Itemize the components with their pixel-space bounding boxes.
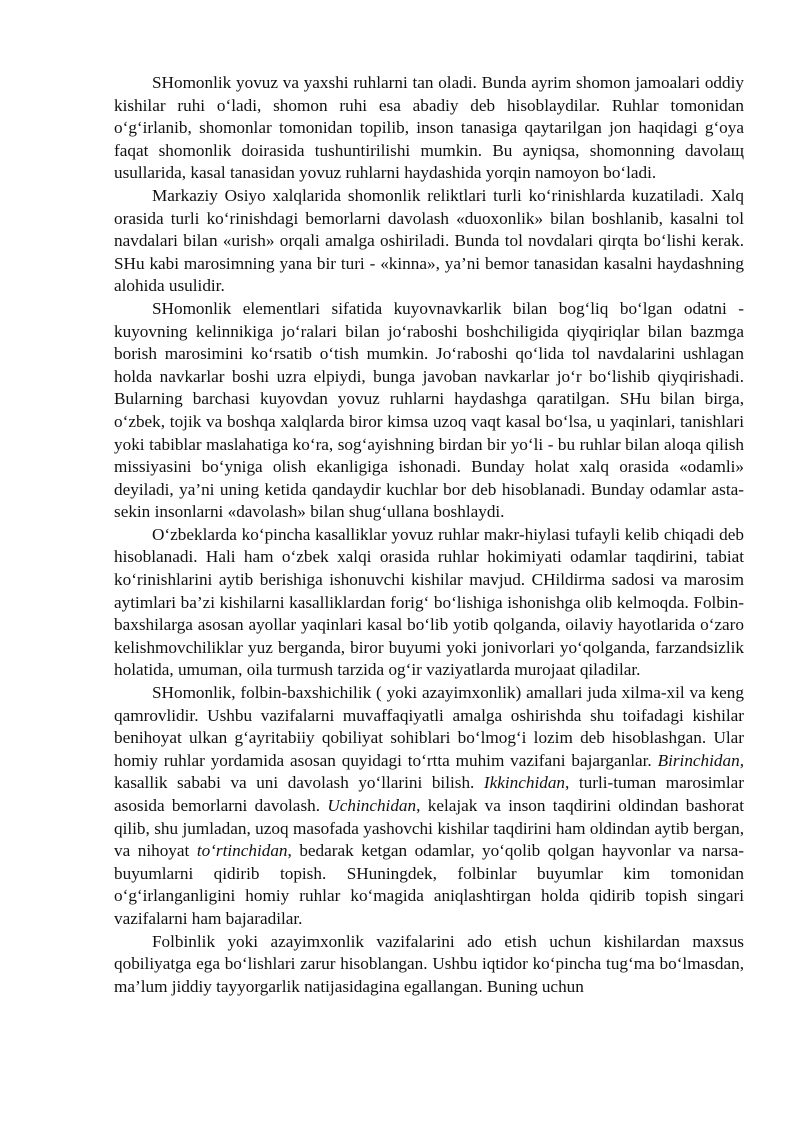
paragraph: [114, 72, 744, 185]
paragraph-text: SHomonlik yovuz va yaxshi ruhlarni tan oladi. Bunda ayrim shomon jamoalari oddiy kishilar ruhi o‘ladi, shomon ruhi esa abadiy deb hisoblaydilar. Ruhlar tomonidan o‘g‘irlanib, shomonlar tomonidan topilib, inson tanasiga qaytarilgan jon haqidagi g‘oya faqat shomonlik doirasida tushuntirilishi mumkin. Bu ayniqsa, shomonning davolaщ usullarida, kasal tanasidan yovuz ruhlarni haydashida yorqin namoyon bo‘ladi.: [114, 73, 744, 183]
italic-term-first: Birinchidan,: [657, 750, 744, 770]
paragraph-text: O‘zbeklarda ko‘pincha kasalliklar yovuz ruhlar makr-hiylasi tufayli kelib chiqadi deb hisoblanadi. Hali ham o‘zbek xalqi orasida ruhlar hokimiyati odamlar taqdirini, tabiat ko‘rinishlarini aytib berishiga ishonuvchi kishilar mavjud. CHildirma sadosi va marosim aytimlari ba’zi kishilarni kasalliklardan forig‘ bo‘lishiga ishonishga olib kelmoqda. Folbin-baxshilarga asosan ayollar yaqinlari kasal bo‘lib yotib qolganda, oilaviy hayotlarida o‘zaro kelishmovchiliklar yuz berganda, biror buyumi yoki jonivorlari yo‘qolganda, farzandsizlik holatida, umuman, oila turmush tarzida og‘ir vaziyatlarda murojaat qiladilar.: [114, 524, 744, 680]
paragraph: [114, 682, 744, 931]
italic-term-second: Ikkinchidan: [483, 773, 566, 793]
paragraph-text: , kelajak va inson taqdirini oldindan bashorat qilib, shu jumladan, uzoq masofada yashovchi kishilar taqdirini ham oldindan aytib bergan, va nihoyat: [114, 796, 744, 861]
paragraph-text: SHomonlik, folbin-baxshichilik ( yoki azayimxonlik) amallari juda xilma-xil va keng qamrovlidir. Ushbu vazifalarni muvaffaqiyatli amalga oshirishda shu toifadagi kishilar benihoyat ulkan g‘ayritabiiy qobiliyat sohiblari bo‘lmog‘i lozim deb hisoblashgan. Ular homiy ruhlar yordamida asosan quyidagi to‘rtta muhim vazifani bajarganlar.: [114, 683, 744, 770]
paragraph: [114, 298, 744, 524]
paragraph-text: , bedarak ketgan odamlar, yo‘qolib qolgan hayvonlar va narsa-buyumlarni qidirib topish. SHuningdek, folbinlar buyumlar kim tomonidan o‘g‘irlanganligini homiy ruhlar ko‘magida aniqlashtirgan holda qidirib topish singari vazifalarni ham bajaradilar.: [114, 841, 744, 928]
paragraph: [114, 524, 744, 682]
paragraph: [114, 931, 744, 999]
paragraph: [114, 185, 744, 298]
italic-term-fourth: to‘rtinchidan: [196, 841, 288, 861]
paragraph-text: Markaziy Osiyo xalqlarida shomonlik reliktlari turli ko‘rinishlarda kuzatiladi. Xalq orasida turli ko‘rinishdagi bemorlarni davolash «duoxonlik» bilan boshlanib, kasalni tol navdalari bilan «urish» orqali amalga oshiriladi. Bunda tol novdalari qirqta bo‘lishi kerak. SHu kabi marosimning yana bir turi - «kinna», ya’ni bemor tanasidan kasalni haydashning alohida usulidir.: [114, 185, 744, 296]
italic-term-third: Uchinchidan: [327, 796, 417, 815]
paragraph-text: Folbinlik yoki azayimxonlik vazifalarini ado etish uchun kishilardan maxsus qobiliyatga ega bo‘lishlari zarur hisoblangan. Ushbu iqtidor ko‘pincha tug‘ma bo‘lmasdan, ma’lum jiddiy tayyorgarlik natijasidagina egallangan. Buning uchun: [114, 931, 744, 996]
document-page: [114, 72, 744, 998]
paragraph-text: , turli-tuman marosimlar asosida bemorlarni davolash.: [114, 773, 744, 815]
paragraph-text: SHomonlik elementlari sifatida kuyovnavkarlik bilan bog‘liq bo‘lgan odatni - kuyovning kelinnikiga jo‘ralari bilan jo‘raboshi boshchiligida qiyqiriqlar bilan bazmga borish marosimini ko‘rsatib o‘tish mumkin. Jo‘raboshi qo‘lida tol navdalarini ushlagan holda navkarlar boshi uzra elpiydi, bunga javoban navkarlar jo‘r bo‘lishib qiyqirishadi. Bularning barchasi kuyovdan yovuz ruhlarni haydashga qaratilgan. SHu bilan birga, o‘zbek, tojik va boshqa xalqlarda biror kimsa uzoq vaqt kasal bo‘lsa, u yaqinlari, tanishlari yoki tabiblar maslahatiga ko‘ra, sog‘ayishning birdan bir yo‘li - bu ruhlar bilan aloqa qilish missiyasini bo‘yniga olish ekanligiga ishonadi. Bunday holat xalq orasida «odamli» deyiladi, ya’ni uning ketida qandaydir kuchlar bor deb hisoblanadi. Bunday odamlar asta-sekin insonlarni «davolash» bilan shug‘ullana boshlaydi.: [114, 298, 744, 522]
paragraph-text: kasallik sababi va uni davolash yo‘llarini bilish.: [114, 773, 484, 793]
